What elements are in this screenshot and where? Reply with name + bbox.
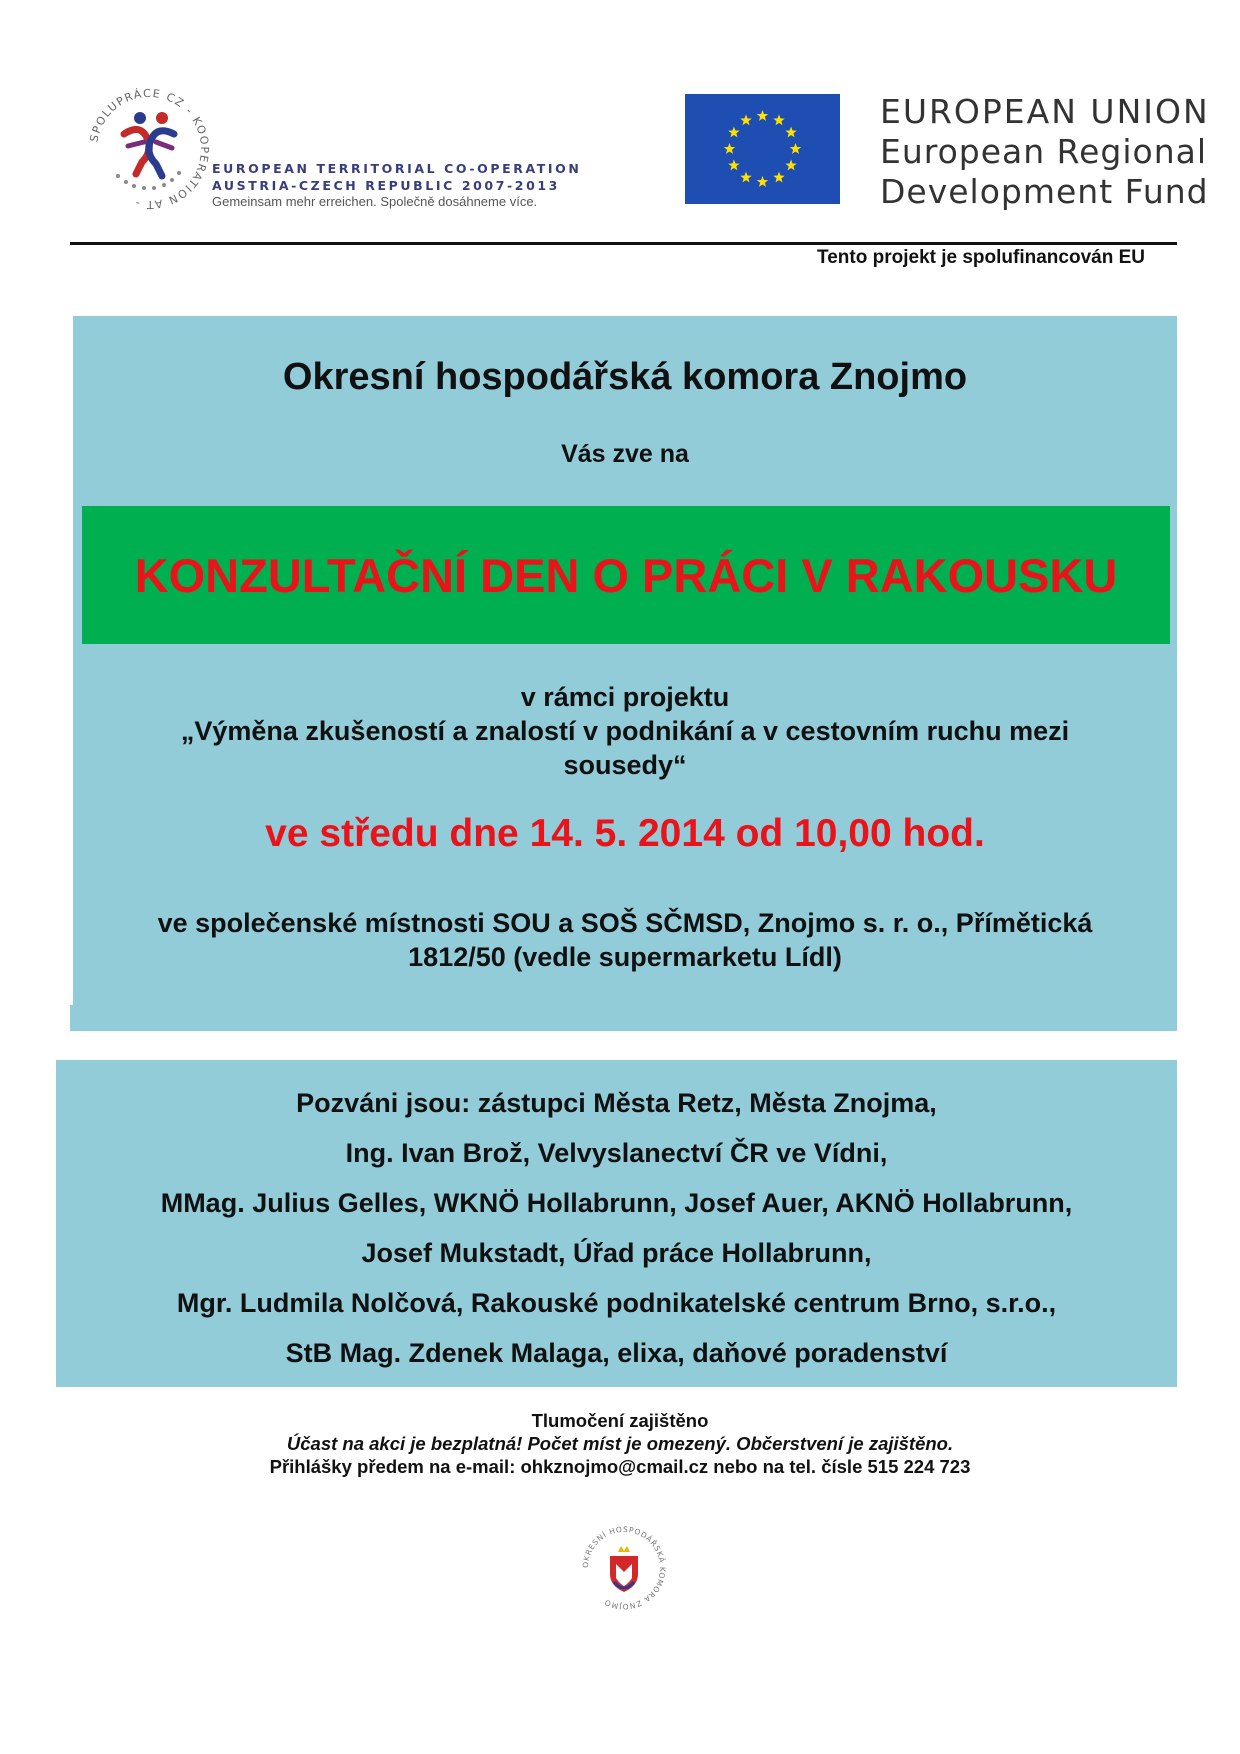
chamber-logo (578, 1522, 670, 1614)
header-divider (70, 242, 1177, 245)
eu-fund-label (880, 92, 1210, 212)
eu-star (724, 143, 735, 154)
project-info (73, 680, 1177, 782)
eu-fund-line2: Development Fund (880, 172, 1209, 211)
eu-star (728, 127, 739, 138)
free-entry-note: Účast na akci je bezplatná! Počet míst je omezený. Občerstvení je zajištěno. (286, 1433, 954, 1454)
programme-period: AUSTRIA-CZECH REPUBLIC 2007-2013 (212, 178, 560, 193)
organizer-name: Okresní hospodářská komora Znojmo (282, 356, 968, 398)
project-intro: v rámci projektu (520, 682, 730, 712)
registration-info: Přihlášky předem na e-mail: ohkznojmo@cmail.cz nebo na tel. čísle 515 224 723 (269, 1456, 971, 1477)
invited-line: Josef Mukstadt, Úřad práce Hollabrunn, (361, 1238, 872, 1268)
invitation-intro: Vás zve na (561, 440, 689, 468)
project-name-line1: „Výměna zkušeností a znalostí v podnikání a v cestovním ruchu mezi (180, 716, 1070, 746)
venue-line2: 1812/50 (vedle supermarketu Lídl) (408, 942, 842, 972)
eu-star (785, 160, 796, 171)
eu-flag-icon (685, 94, 840, 204)
invited-line: MMag. Julius Gelles, WKNÖ Hollabrunn, Josef Auer, AKNÖ Hollabrunn, (160, 1188, 1073, 1218)
eu-star (740, 172, 751, 183)
invited-line: Mgr. Ludmila Nolčová, Rakouské podnikatelské centrum Brno, s.r.o., (176, 1288, 1057, 1318)
eu-star (728, 160, 739, 171)
eu-star (773, 172, 784, 183)
venue-line1: ve společenské místnosti SOU a SOŠ SČMSD, Znojmo s. r. o., Přímětická (157, 908, 1093, 938)
eu-star (790, 143, 801, 154)
invited-line: Pozváni jsou: zástupci Města Retz, Města Znojma, (296, 1088, 937, 1118)
eu-fund-line1: European Regional (880, 132, 1208, 171)
eu-star (757, 176, 768, 187)
invited-line: StB Mag. Zdenek Malaga, elixa, daňové poradenství (285, 1338, 948, 1368)
project-name-line2: sousedy“ (563, 750, 687, 780)
eu-star (785, 127, 796, 138)
event-date: ve středu dne 14. 5. 2014 od 10,00 hod. (265, 812, 985, 855)
invitation-panel (73, 316, 1177, 1006)
event-venue (90, 906, 1160, 974)
invitation-panel-base (70, 1005, 1177, 1031)
event-footer (0, 1409, 1240, 1478)
eu-star (757, 110, 768, 121)
eu-star (740, 114, 751, 125)
event-title: KONZULTAČNÍ DEN O PRÁCI V RAKOUSKU (134, 548, 1118, 602)
svg-text:SPOLUPRÁCE CZ - KOOPERATION AT: SPOLUPRÁCE CZ - KOOPERATION AT - (87, 86, 212, 212)
svg-text:OKRESNÍ HOSPODÁŘSKÁ KOMORA ZNO: OKRESNÍ HOSPODÁŘSKÁ KOMORA ZNOJMO (580, 1524, 668, 1612)
interpreting-note: Tlumočení zajištěno (531, 1410, 709, 1431)
programme-name: EUROPEAN TERRITORIAL CO-OPERATION (212, 161, 582, 176)
invited-line: Ing. Ivan Brož, Velvyslanectví ČR ve Vídni, (345, 1138, 888, 1168)
cooperation-programme-text (212, 160, 581, 210)
programme-slogan: Gemeinsam mehr erreichen. Společně dosáhneme více. (212, 194, 538, 209)
cofinancing-note: Tento projekt je spolufinancován EU (817, 247, 1145, 268)
invited-guests-list (56, 1085, 1177, 1385)
cooperation-programme-logo (84, 84, 214, 214)
eu-star (773, 114, 784, 125)
eu-name: EUROPEAN UNION (880, 92, 1210, 131)
event-title-banner (82, 506, 1170, 644)
